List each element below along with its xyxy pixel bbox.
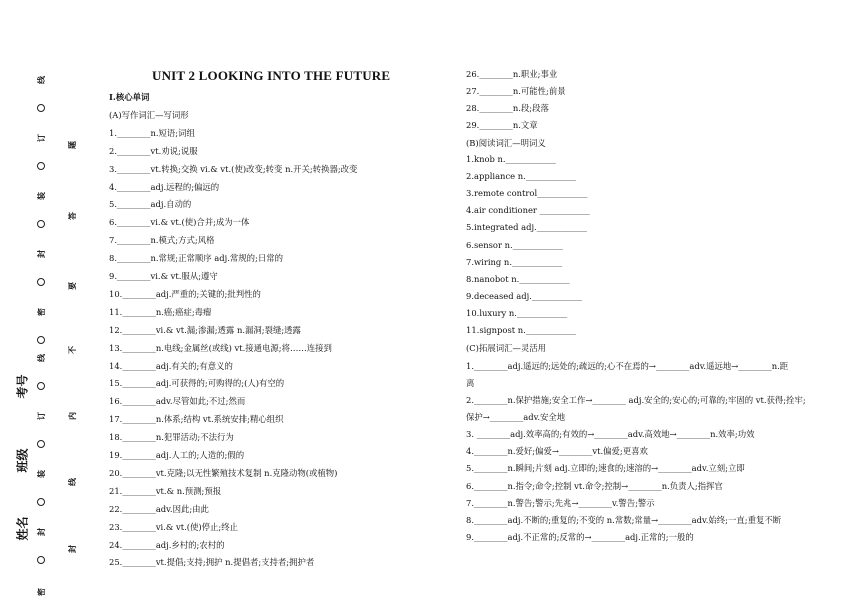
vocab-item: 4.________n.爱好;偏爱→________vt.偏爱;更喜欢 [466, 446, 648, 457]
vocab-item: 5.________n.瞬间;片刻 adj.立即的;速食的;速溶的→________adv.立刻;立即 [466, 463, 745, 474]
vocab-item: 10.luxury n.____________ [466, 308, 568, 319]
binding-mark: 题 [67, 141, 77, 149]
vocab-item: 25.________vt.提倡;支持;拥护 n.提倡者;支持者;拥护者 [109, 557, 315, 568]
binding-mark: 封 [36, 528, 46, 536]
vocab-item: 13.________n.电线;金属丝(或线) vt.接通电源;将……连接到 [109, 342, 332, 353]
class-label: 班级 [15, 448, 30, 473]
vocab-item: 9.________vi.& vt.服从;遵守 [109, 271, 218, 281]
binding-mark: 要 [67, 282, 77, 290]
binding-mark: 订 [36, 134, 46, 142]
binding-circle [37, 104, 45, 112]
vocab-item: 11.________n.癌;癌症;毒瘤 [109, 306, 212, 317]
vocab-item: 16.________adv.尽管如此;不过;然而 [109, 396, 246, 407]
vocab-item: 7.________n.警告;警示;先兆→________v.警告;警示 [466, 497, 655, 508]
binding-mark: 答 [67, 212, 77, 220]
binding-mark: 内 [67, 412, 77, 420]
exam-number-label: 考号 [15, 374, 30, 399]
binding-mark: 装 [36, 192, 46, 200]
vocab-item: (A)写作词汇—写词形 [109, 109, 189, 120]
name-label: 姓名 [15, 516, 30, 541]
binding-circle [37, 440, 45, 448]
binding-margin [0, 0, 100, 608]
vocab-item: 11.signpost n.____________ [466, 325, 577, 336]
vocab-item: 2.appliance n.____________ [466, 170, 577, 181]
vocab-item: 8.________n.常规;正常顺序 adj.常规的;日常的 [109, 253, 283, 264]
vocab-item: 8.nanobot n.____________ [466, 273, 570, 284]
binding-mark: 不 [67, 346, 77, 354]
vocab-item: 10.________adj.严重的;关键的;批判性的 [109, 288, 261, 299]
vocab-item: 18.________n.犯罪活动;不法行为 [109, 432, 234, 443]
vocab-item: (B)阅读词汇—明词义 [466, 137, 546, 148]
vocab-item: 2.________n.保护措施;安全工作→________ adj.安全的;安心的;可靠的;牢固的 vt.获得;拴牢; [466, 394, 806, 405]
vocab-item: 5.integrated adj.____________ [466, 222, 587, 233]
binding-mark: 密 [36, 588, 46, 596]
vocab-item: 离 [466, 377, 475, 388]
vocab-item: 保护→________adv.安全地 [466, 412, 566, 422]
vocab-item: 8.________adj.不断的;重复的;不变的 n.常数;常量→________adv.始终;一直;重复不断 [466, 514, 782, 525]
vocab-item: 1.________adj.遥远的;远处的;疏远的;心不在焉的→________adv.遥远地→________n.距 [466, 360, 789, 371]
vocab-item: 3. ________adj.效率高的;有效的→________adv.高效地→________n.效率;功效 [466, 429, 755, 440]
vocab-item: 4.air conditioner ____________ [466, 205, 590, 216]
vocab-item: 3.________vt.转换;交换 vi.& vt.(使)改变;转变 n.开关;转换器;改变 [109, 163, 358, 174]
vocab-item: 9.________adj.不正常的;反常的→________adj.正常的;一般的 [466, 532, 694, 543]
vocab-item: 17.________n.体系;结构 vt.系统安排;精心组织 [109, 414, 284, 425]
vocab-item: 7.________n.模式;方式;风格 [109, 235, 215, 246]
vocab-item: 19.________adj.人工的;人造的;假的 [109, 450, 245, 460]
vocab-item: (C)拓展词汇—灵活用 [466, 343, 546, 354]
vocab-item: 22.________adv.因此;由此 [109, 503, 209, 514]
vocab-item: 14.________adj.有关的;有意义的 [109, 360, 233, 371]
binding-circle [37, 278, 45, 286]
vocab-item: 1.knob n.____________ [466, 153, 556, 164]
binding-mark: 线 [36, 354, 46, 362]
page-title: UNIT 2 LOOKING INTO THE FUTURE [152, 68, 391, 83]
vocab-item: 1.________n.短语;词组 [109, 127, 195, 138]
vocab-item: 3.remote control____________ [466, 188, 588, 199]
vocab-item: 29.________n.文章 [466, 120, 538, 131]
vocab-item: 20.________vt.克隆;以无性繁殖技术复制 n.克隆动物(或植物) [109, 467, 338, 478]
binding-circle [37, 220, 45, 228]
binding-mark: 封 [36, 250, 46, 258]
vocab-item: 6.________n.指令;命令;控制 vt.命令;控制→________n.负责人;指挥官 [466, 480, 723, 491]
vocab-item: 5.________adj.自动的 [109, 199, 192, 210]
section-heading: Ⅰ.核心单词 [109, 92, 150, 102]
binding-mark: 线 [36, 76, 46, 84]
binding-mark: 密 [36, 308, 46, 316]
binding-circle [37, 498, 45, 506]
vocab-item: 24.________adj.乡村的;农村的 [109, 539, 225, 550]
vocab-item: 15.________adj.可获得的;可购得的;(人)有空的 [109, 378, 285, 389]
binding-mark: 装 [36, 470, 46, 478]
vocab-item: 6.________vi.& vt.(使)合并;成为一体 [109, 217, 250, 228]
binding-mark: 线 [67, 478, 77, 486]
vocab-item: 28.________n.段;段落 [466, 103, 549, 114]
vocab-item: 23.________vi.& vt.(使)停止;终止 [109, 521, 238, 532]
vocab-item: 4.________adj.远程的;偏远的 [109, 181, 220, 192]
binding-circle [37, 382, 45, 390]
vocab-item: 21.________vt.& n.预测;预报 [109, 485, 222, 496]
vocab-item: 2.________vt.劝说;说服 [109, 145, 198, 156]
vocab-item: 26.________n.职业;事业 [466, 69, 558, 79]
binding-circle [37, 556, 45, 564]
binding-mark: 订 [36, 412, 46, 420]
vocab-item: 12.________vi.& vt.漏;渗漏;透露 n.漏洞;裂缝;透露 [109, 324, 301, 335]
binding-circle [37, 336, 45, 344]
binding-mark: 封 [67, 545, 77, 553]
binding-circle [37, 162, 45, 170]
vocab-item: 27.________n.可能性;前景 [466, 86, 566, 97]
vocab-item: 9.deceased adj.____________ [466, 290, 583, 301]
vocab-item: 6.sensor n.____________ [466, 239, 563, 250]
vocab-item: 7.wiring n.____________ [466, 256, 563, 267]
